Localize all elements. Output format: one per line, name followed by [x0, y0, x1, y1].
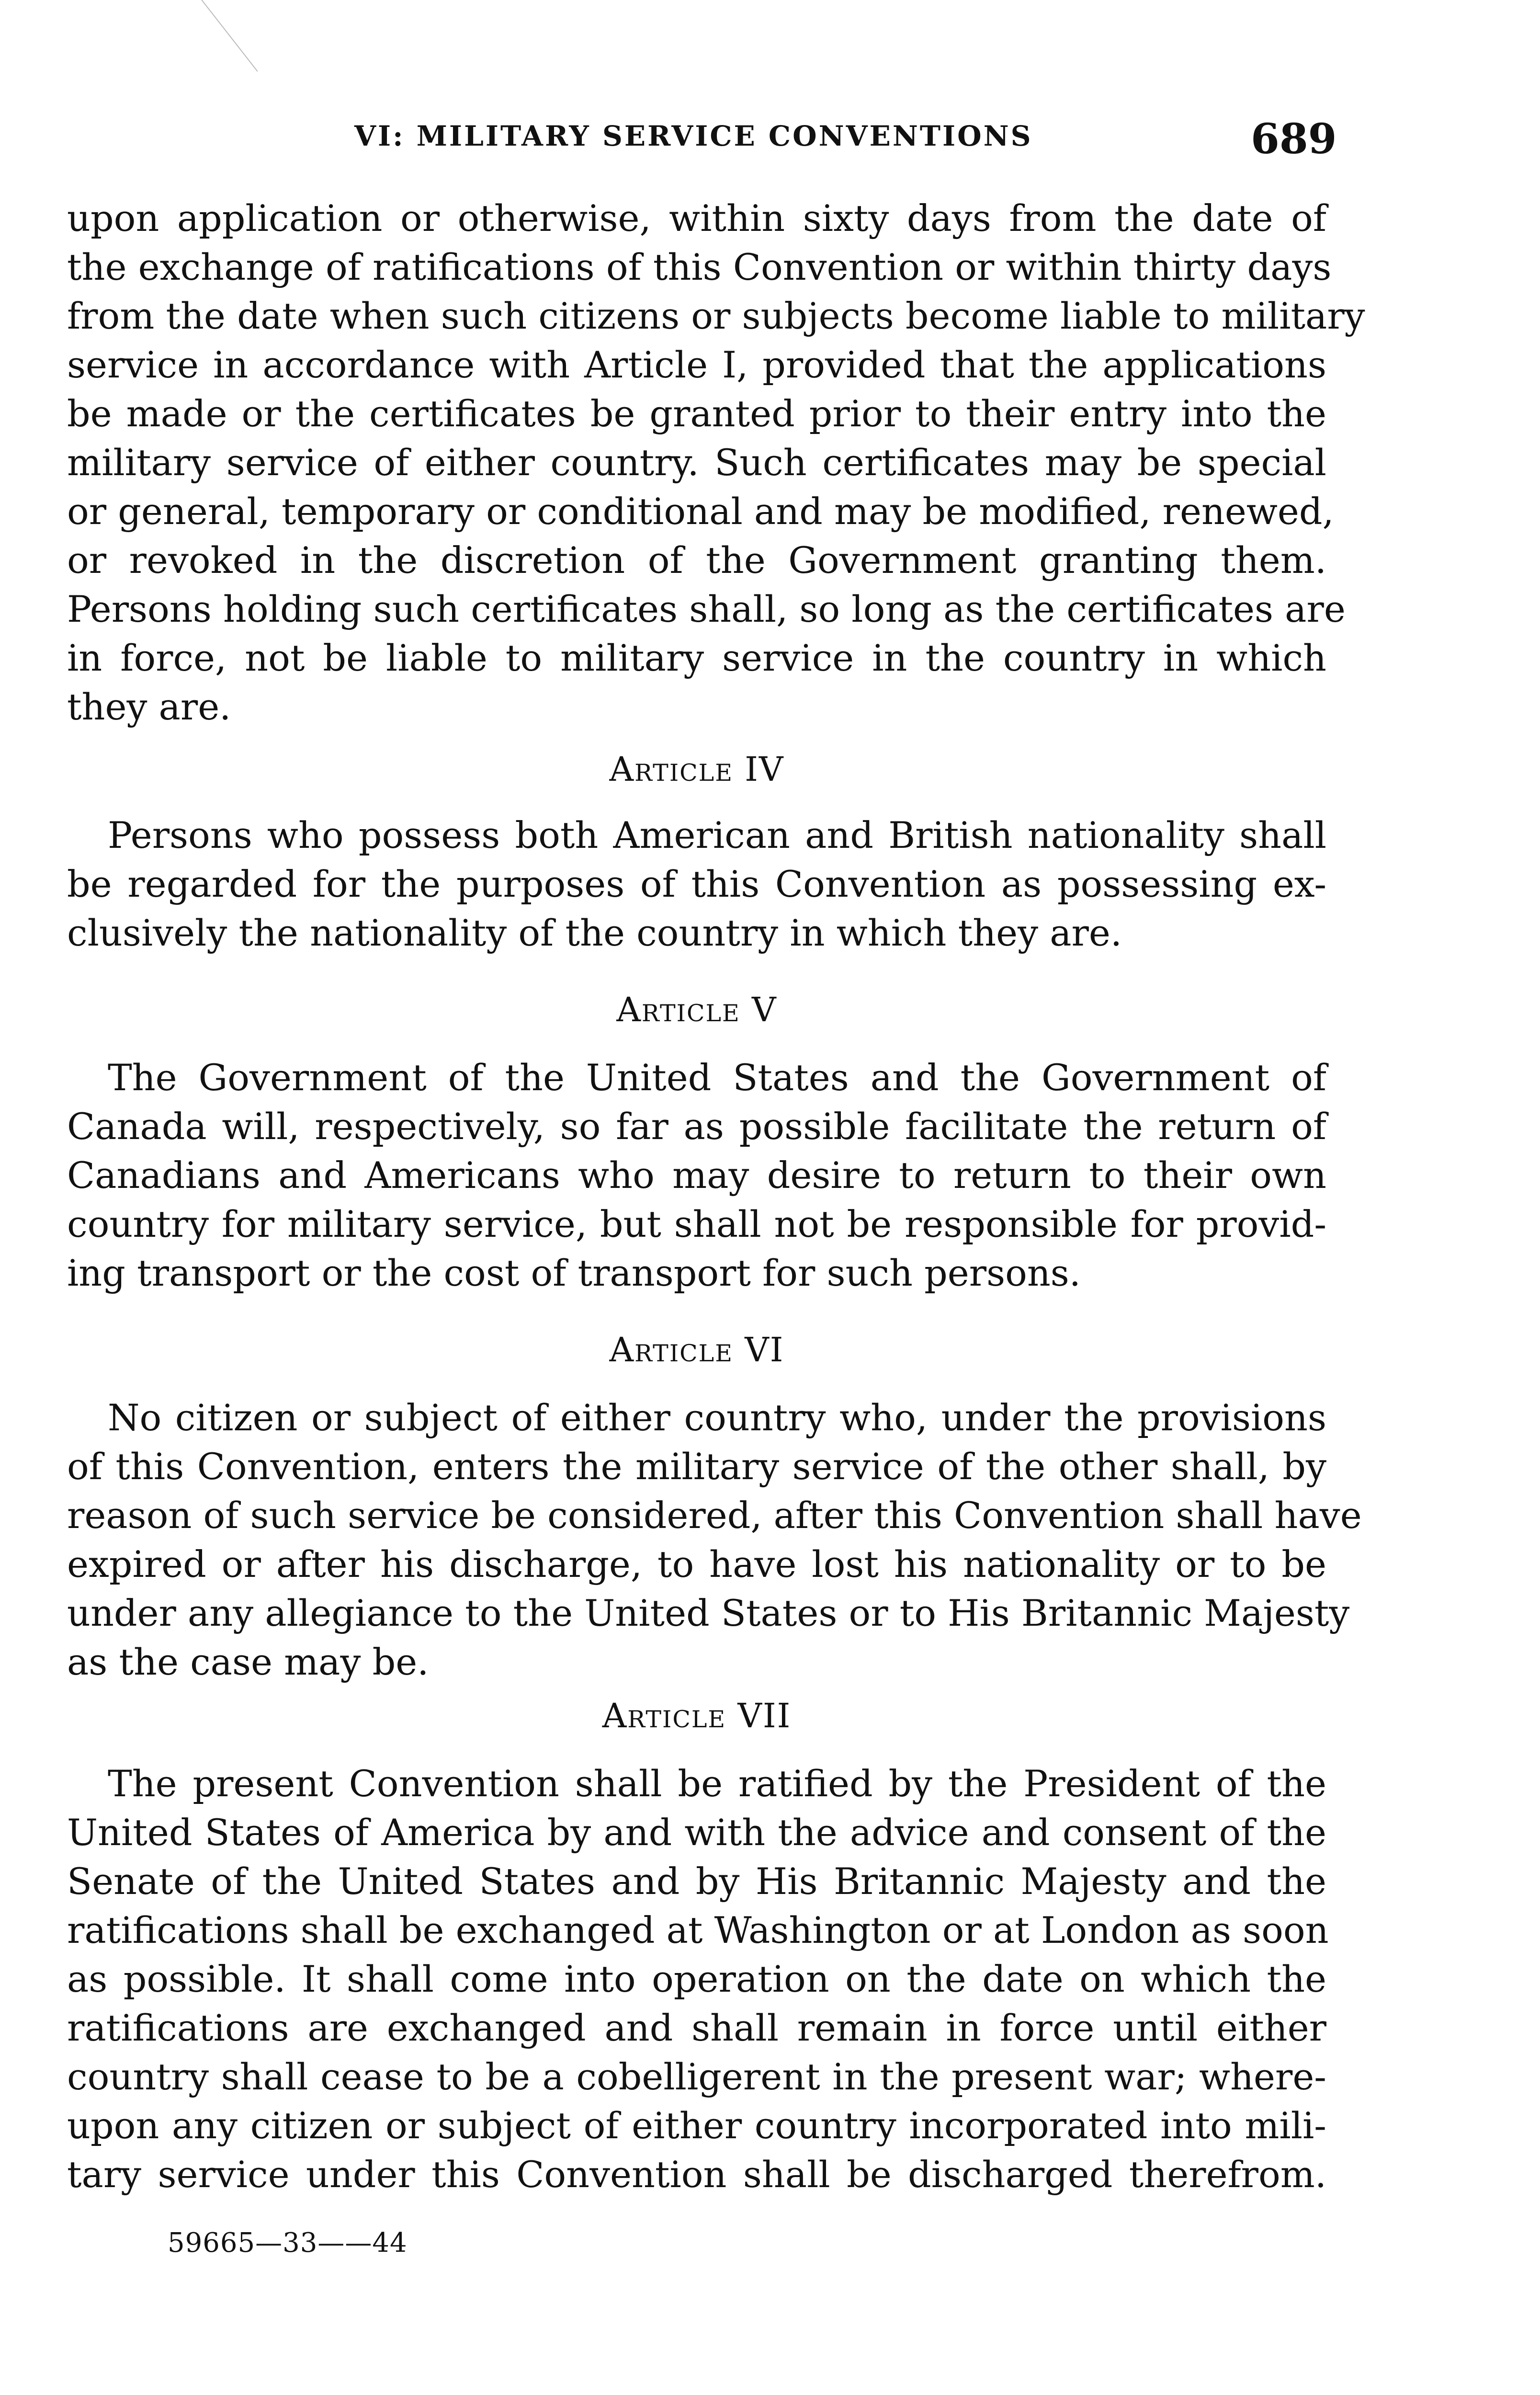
text-line: be regarded for the purposes of this Convention as possessing ex- [67, 863, 1326, 905]
text-line: clusively the nationality of the country in which they are. [67, 912, 1122, 954]
text-line: ratifications shall be exchanged at Washington or at London as soon [67, 1909, 1329, 1951]
text-line: or general, temporary or conditional and may be modified, renewed, [67, 490, 1334, 533]
text-line: expired or after his discharge, to have lost his nationality or to be [67, 1543, 1326, 1585]
scan-mark [201, 0, 258, 72]
article-heading-iv: Article IV [609, 750, 784, 789]
text-line: military service of either country. Such certificates may be special [67, 441, 1326, 484]
text-line: upon application or otherwise, within sixty days from the date of [67, 197, 1326, 240]
text-line: as the case may be. [67, 1641, 429, 1683]
text-line: The present Convention shall be ratified by the President of the [108, 1762, 1326, 1805]
text-line: they are. [67, 685, 231, 728]
print-code: 59665—33——44 [168, 2227, 408, 2258]
article-v-paragraph [67, 1053, 1326, 1298]
text-line: under any allegiance to the United States or to His Britannic Majesty [67, 1592, 1350, 1634]
text-line: in force, not be liable to military service in the country in which [67, 637, 1326, 679]
text-line: service in accordance with Article I, provided that the applications [67, 343, 1326, 386]
article-heading-v: Article V [616, 990, 777, 1029]
text-line: Canada will, respectively, so far as possible facilitate the return of [67, 1105, 1326, 1148]
page-header [0, 115, 1540, 163]
text-line: be made or the certificates be granted prior to their entry into the [67, 392, 1326, 435]
article-vii-paragraph [67, 1759, 1329, 2199]
text-line: The Government of the United States and the Government of [108, 1056, 1326, 1099]
text-line: ing transport or the cost of transport for such persons. [67, 1252, 1081, 1294]
text-line: Persons holding such certificates shall, so long as the certificates are [67, 588, 1346, 630]
text-line: as possible. It shall come into operation on the date on which the [67, 1958, 1326, 2000]
article-iv-paragraph [67, 811, 1326, 958]
text-line: from the date when such citizens or subjects become liable to military [67, 295, 1365, 337]
running-head: VI: MILITARY SERVICE CONVENTIONS [354, 120, 1033, 152]
text-line: Senate of the United States and by His Britannic Majesty and the [67, 1860, 1326, 1903]
text-line: tary service under this Convention shall be discharged therefrom. [67, 2153, 1326, 2196]
page-number: 689 [1251, 115, 1337, 163]
text-line: country for military service, but shall not be responsible for provid- [67, 1203, 1326, 1245]
text-line: Persons who possess both American and British nationality shall [108, 814, 1326, 856]
text-line: Canadians and Americans who may desire to return to their own [67, 1154, 1326, 1197]
text-line: country shall cease to be a cobelligerent in the present war; where- [67, 2055, 1326, 2098]
text-line: reason of such service be considered, after this Convention shall have [67, 1494, 1362, 1537]
text-line: ratifications are exchanged and shall remain in force until either [67, 2007, 1326, 2049]
text-line: upon any citizen or subject of either country incorporated into mili- [67, 2104, 1326, 2147]
text-line: United States of America by and with the advice and consent of the [67, 1811, 1326, 1854]
text-line: No citizen or subject of either country who, under the provisions [108, 1396, 1326, 1439]
text-line: or revoked in the discretion of the Government granting them. [67, 539, 1326, 582]
body-text [67, 194, 1365, 2199]
paragraph-continuation [67, 194, 1365, 731]
article-heading-vi: Article VI [609, 1330, 784, 1369]
text-line: of this Convention, enters the military service of the other shall, by [67, 1445, 1326, 1488]
text-line: the exchange of ratifications of this Convention or within thirty days [67, 246, 1332, 288]
article-heading-vii: Article VII [602, 1696, 792, 1735]
article-vi-paragraph [67, 1393, 1362, 1687]
